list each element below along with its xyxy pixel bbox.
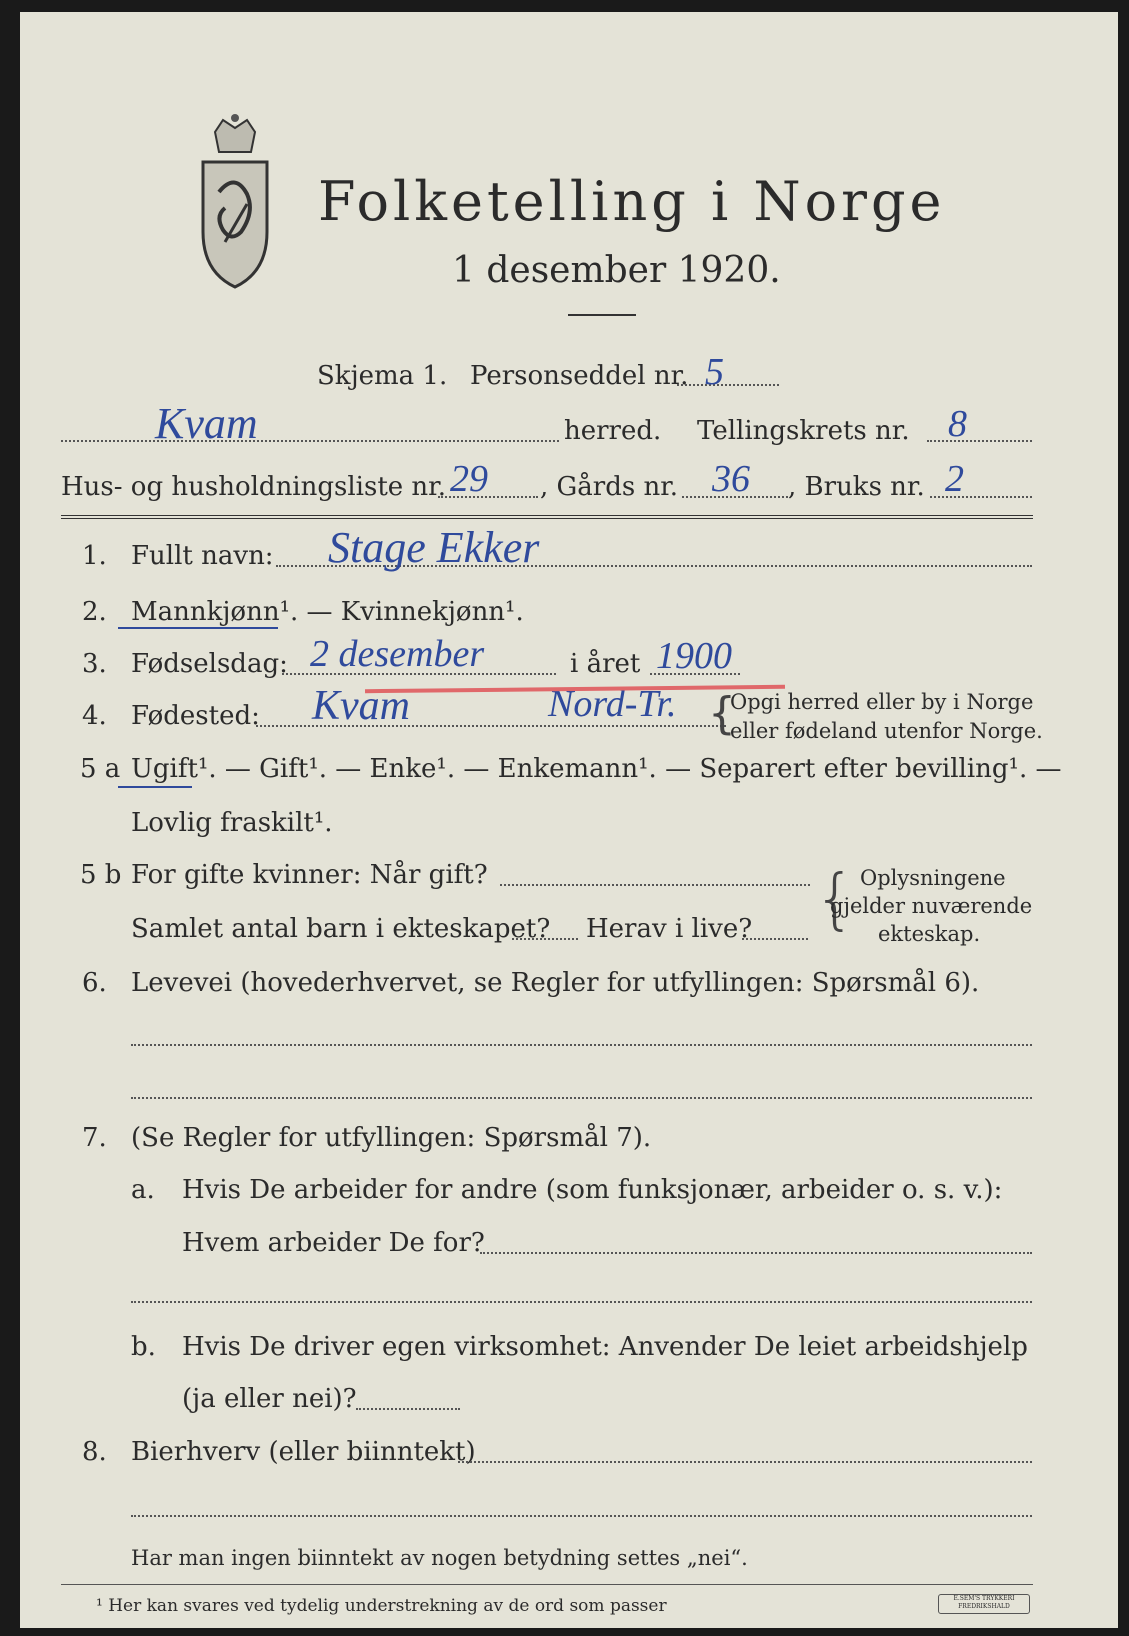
herred-line [61, 440, 559, 442]
schema-label: Skjema 1. [317, 361, 448, 391]
q5b-number: 5 b [80, 860, 122, 890]
q5b-note-line1: Oplysningene [860, 866, 1006, 890]
q4-note-line2: eller fødeland utenfor Norge. [730, 719, 1043, 743]
printer-stamp [938, 1594, 1030, 1614]
q1-label: Fullt navn: [131, 541, 274, 571]
q7a-letter: a. [131, 1175, 155, 1205]
tellingskrets-label: Tellingskrets nr. [697, 416, 910, 446]
q4-brace: { [708, 688, 736, 739]
printer-text: E.SEM'S TRYKKERI FREDRIKSHALD [953, 1595, 1015, 1610]
q7-number: 7. [82, 1123, 107, 1153]
q7a-line2[interactable] [131, 1301, 1032, 1303]
footnote: ¹ Her kan svares ved tydelig understrekning av de ord som passer [96, 1596, 667, 1616]
title-divider [568, 314, 636, 316]
q5b-note-line3: ekteskap. [878, 922, 981, 946]
q6-line1[interactable] [131, 1044, 1032, 1046]
q2-number: 2. [82, 597, 107, 627]
q3-year-label: i året [570, 649, 641, 679]
q7b-label: Hvis De driver egen virksomhet: Anvender De leiet arbeidshjelp [182, 1332, 1028, 1362]
q6-label: Levevei (hovederhvervet, se Regler for utfyllingen: Spørsmål 6). [131, 968, 980, 998]
q5a-label: Ugift¹. — Gift¹. — Enke¹. — Enkemann¹. — Separert efter bevilling¹. — [131, 754, 1062, 784]
q5b-label: For gifte kvinner: Når gift? [131, 860, 488, 890]
gards-label: , Gårds nr. [540, 472, 679, 502]
hus-label: Hus- og husholdningsliste nr. [61, 472, 447, 502]
q3-number: 3. [82, 649, 107, 679]
q5b-line2 [512, 938, 578, 940]
q5b-label-2: Samlet antal barn i ekteskapet? [131, 914, 551, 944]
q4-value[interactable]: Kvam [312, 683, 410, 729]
q7b-line[interactable] [356, 1408, 460, 1410]
q5b-line1 [500, 884, 810, 886]
q5a-label-2: Lovlig fraskilt¹. [131, 808, 333, 838]
q4-label: Fødested: [131, 701, 260, 731]
q5a-number: 5 a [80, 754, 121, 784]
q6-number: 6. [82, 968, 107, 998]
census-date: 1 desember 1920. [452, 250, 781, 291]
tellingskrets-line [927, 440, 1032, 442]
q6-line2[interactable] [131, 1097, 1032, 1099]
q5b-label-3: Herav i live? [586, 914, 753, 944]
bruks-label: , Bruks nr. [788, 472, 925, 502]
q8-line1[interactable] [458, 1461, 1032, 1463]
bruks-value[interactable]: 2 [945, 458, 964, 500]
header-rule [61, 515, 1033, 519]
q5b-brace: { [814, 860, 856, 937]
q3-label: Fødselsdag: [131, 649, 288, 679]
q4-value-region[interactable]: Nord-Tr. [548, 683, 677, 725]
q7a-line1[interactable] [480, 1252, 1032, 1254]
q4-number: 4. [82, 701, 107, 731]
herred-value[interactable]: Kvam [155, 399, 258, 448]
q5b-note-line2: gjelder nuværende [830, 894, 1033, 918]
q2-underline [118, 627, 278, 629]
footer-rule [61, 1584, 1033, 1585]
herred-label: herred. [564, 416, 662, 446]
q5b-line3 [742, 938, 808, 940]
q7-label: (Se Regler for utfyllingen: Spørsmål 7). [131, 1123, 652, 1153]
q7a-label: Hvis De arbeider for andre (som funksjonær, arbeider o. s. v.): [182, 1175, 1003, 1205]
q7a-label-2: Hvem arbeider De for? [182, 1228, 485, 1258]
q8-label: Bierhverv (eller biinntekt) [131, 1437, 476, 1467]
personseddel-value[interactable]: 5 [705, 351, 724, 393]
q2-label: Mannkjønn¹. — Kvinnekjønn¹. [131, 597, 524, 627]
biinntekt-note: Har man ingen biinntekt av nogen betydning settes „nei“. [131, 1546, 748, 1570]
q5a-underline [118, 786, 192, 788]
q1-number: 1. [82, 541, 107, 571]
personseddel-line [677, 384, 779, 386]
hus-value[interactable]: 29 [450, 458, 488, 500]
q7b-label-2: (ja eller nei)? [182, 1384, 357, 1414]
personseddel-label: Personseddel nr. [470, 361, 689, 391]
q8-number: 8. [82, 1437, 107, 1467]
gards-value[interactable]: 36 [712, 458, 750, 500]
form-title: Folketelling i Norge [318, 170, 946, 233]
q8-line2[interactable] [131, 1515, 1032, 1517]
coat-of-arms-icon [185, 112, 285, 292]
tellingskrets-value[interactable]: 8 [948, 403, 967, 445]
q3-value[interactable]: 2 desember [310, 633, 485, 675]
q3-year-value[interactable]: 1900 [656, 635, 732, 677]
q4-note-line1: Opgi herred eller by i Norge [730, 690, 1034, 714]
q7b-letter: b. [131, 1332, 156, 1362]
q1-value[interactable]: Stage Ekker [328, 523, 540, 572]
census-form [20, 12, 1118, 1628]
